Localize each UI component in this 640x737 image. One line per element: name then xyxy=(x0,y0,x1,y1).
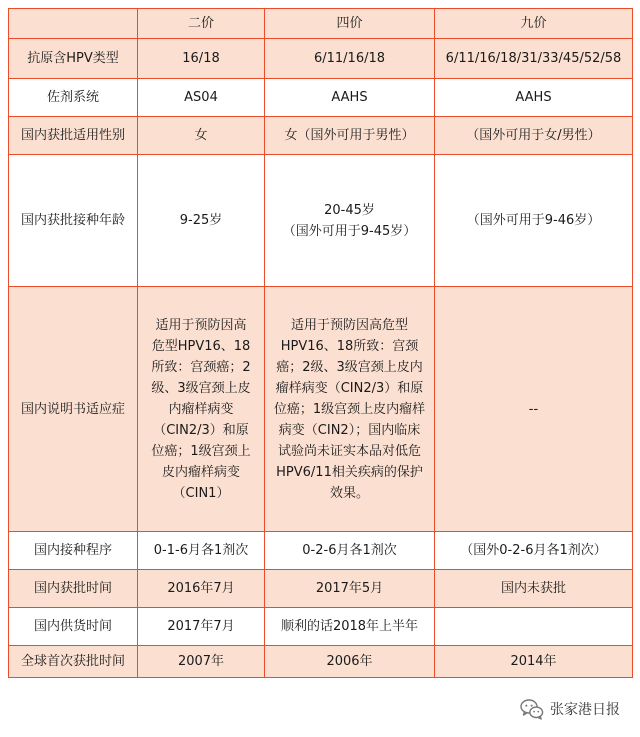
table-row xyxy=(9,646,633,678)
table-row xyxy=(9,155,633,287)
cell-bivalent: 2017年7月 xyxy=(138,608,265,646)
source-watermark xyxy=(520,697,620,721)
table-row xyxy=(9,79,633,117)
cell-quadrivalent xyxy=(265,155,435,287)
cell-text-line: 癌；2级、3级宫颈上皮内 xyxy=(276,359,423,375)
cell-nonavalent: 6/11/16/18/31/33/45/52/58 xyxy=(435,39,633,79)
row-label: 国内说明书适应症 xyxy=(9,287,138,532)
cell-bivalent: 2007年 xyxy=(138,646,265,678)
cell-nonavalent xyxy=(435,608,633,646)
cell-text-line: 适用于预防因高危型 xyxy=(290,317,408,333)
row-label: 佐剂系统 xyxy=(9,79,138,117)
cell-text-line: 20-45岁 xyxy=(324,202,375,218)
header-cell-corner xyxy=(9,9,138,39)
cell-text-line: （CIN1） xyxy=(172,485,230,501)
cell-bivalent: 0-1-6月各1剂次 xyxy=(138,532,265,570)
cell-quadrivalent: 女（国外可用于男性） xyxy=(265,117,435,155)
cell-nonavalent: （国外0-2-6月各1剂次） xyxy=(435,532,633,570)
cell-quadrivalent: 顺利的话2018年上半年 xyxy=(265,608,435,646)
cell-text-line: 效果。 xyxy=(329,485,369,501)
cell-quadrivalent: 0-2-6月各1剂次 xyxy=(265,532,435,570)
header-cell-bivalent: 二价 xyxy=(138,9,265,39)
cell-nonavalent: AAHS xyxy=(435,79,633,117)
cell-text-line: 适用于预防因高 xyxy=(155,317,247,333)
cell-quadrivalent: 2017年5月 xyxy=(265,570,435,608)
cell-text-line: 内瘤样病变 xyxy=(168,401,234,417)
header-cell-nonavalent: 九价 xyxy=(435,9,633,39)
cell-text-line: HPV16、18所致：宫颈 xyxy=(280,338,419,354)
cell-nonavalent: 国内未获批 xyxy=(435,570,633,608)
cell-text-line: 位癌；1级宫颈上皮内瘤样 xyxy=(273,401,426,417)
row-label: 国内接种程序 xyxy=(9,532,138,570)
row-label: 国内获批时间 xyxy=(9,570,138,608)
cell-text-line: 瘤样病变（CIN2/3）和原 xyxy=(275,380,424,396)
cell-text-line: 病变（CIN2）；国内临床 xyxy=(278,422,421,438)
cell-text-line: 试验尚未证实本品对低危 xyxy=(277,443,421,459)
source-name: 张家港日报 xyxy=(550,702,620,718)
header-cell-quadrivalent: 四价 xyxy=(265,9,435,39)
cell-bivalent xyxy=(138,287,265,532)
row-label: 国内供货时间 xyxy=(9,608,138,646)
cell-bivalent: AS04 xyxy=(138,79,265,117)
cell-quadrivalent: 2006年 xyxy=(265,646,435,678)
cell-text-line: （CIN2/3）和原 xyxy=(153,422,249,438)
row-label: 国内获批接种年龄 xyxy=(9,155,138,287)
cell-text-line: （国外可用于9-45岁） xyxy=(282,223,417,239)
row-label: 抗原含HPV类型 xyxy=(9,39,138,79)
cell-bivalent: 9-25岁 xyxy=(138,155,265,287)
cell-text-line: 危型HPV16、18 xyxy=(151,338,251,354)
row-label: 全球首次获批时间 xyxy=(9,646,138,678)
cell-quadrivalent: AAHS xyxy=(265,79,435,117)
cell-text-line: HPV6/11相关疾病的保护 xyxy=(276,464,423,480)
cell-text-line: 级、3级宫颈上皮 xyxy=(151,380,251,396)
table-row xyxy=(9,287,633,532)
cell-bivalent: 2016年7月 xyxy=(138,570,265,608)
cell-text-line: 皮内瘤样病变 xyxy=(161,464,240,480)
cell-quadrivalent: 6/11/16/18 xyxy=(265,39,435,79)
cell-nonavalent: （国外可用于9-46岁） xyxy=(435,155,633,287)
table-row xyxy=(9,532,633,570)
row-label: 国内获批适用性别 xyxy=(9,117,138,155)
cell-quadrivalent xyxy=(265,287,435,532)
table-row xyxy=(9,570,633,608)
cell-nonavalent: 2014年 xyxy=(435,646,633,678)
hpv-vaccine-comparison-table xyxy=(8,8,633,678)
header-row xyxy=(9,9,633,39)
cell-nonavalent: -- xyxy=(435,287,633,532)
cell-text-line: 所致：宫颈癌；2 xyxy=(151,359,251,375)
wechat-icon xyxy=(520,698,544,720)
cell-nonavalent: （国外可用于女/男性） xyxy=(435,117,633,155)
cell-bivalent: 女 xyxy=(138,117,265,155)
table-row xyxy=(9,117,633,155)
table-row xyxy=(9,608,633,646)
table-row xyxy=(9,39,633,79)
cell-text-line: 位癌；1级宫颈上 xyxy=(151,443,251,459)
cell-bivalent: 16/18 xyxy=(138,39,265,79)
